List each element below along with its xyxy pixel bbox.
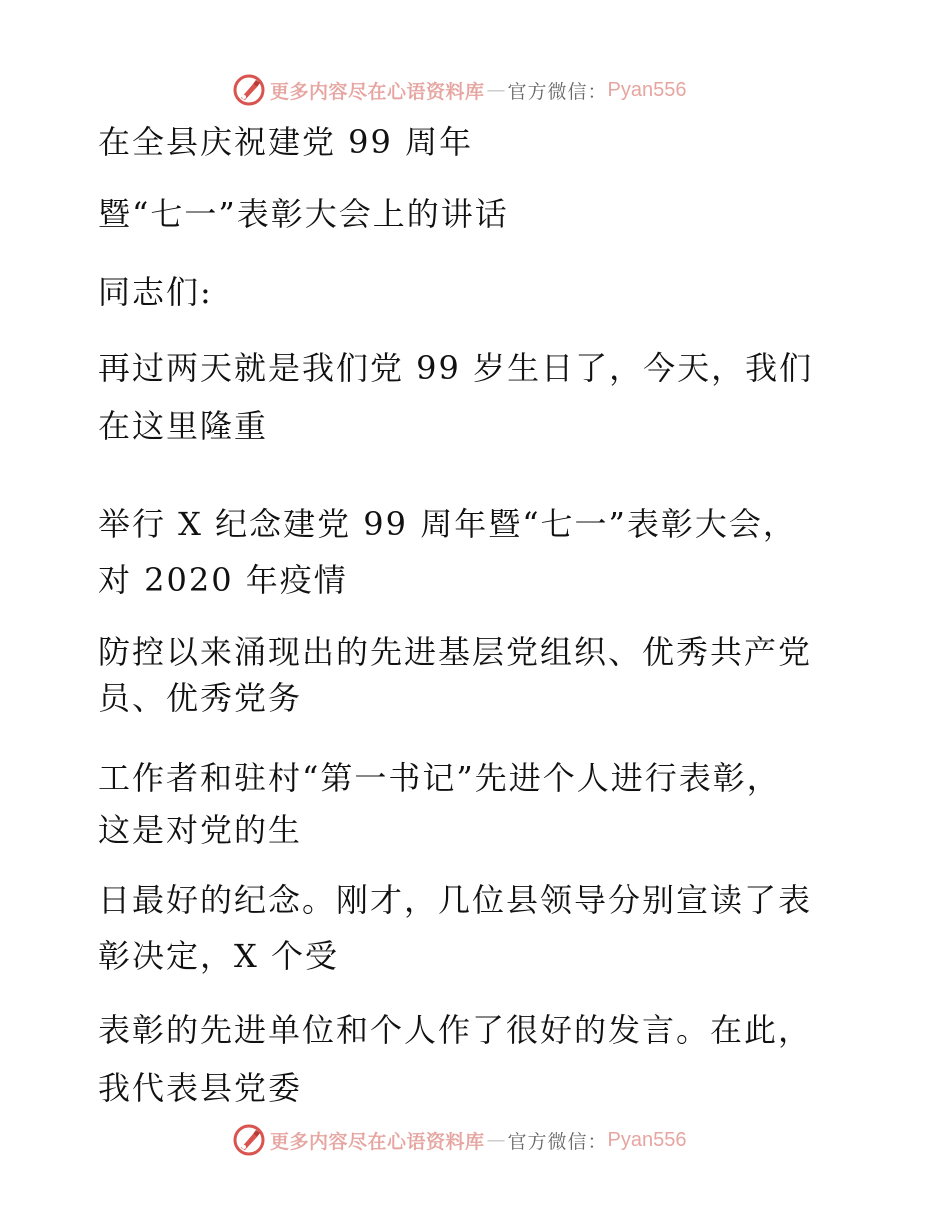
watermark-official-label: 官方微信： bbox=[507, 80, 608, 103]
paragraph-line: 防控以来涌现出的先进基层党组织、优秀共产党 bbox=[98, 633, 813, 671]
title-line-2: 暨“七一”表彰大会上的讲话 bbox=[98, 195, 509, 233]
header-watermark bbox=[232, 72, 687, 108]
paragraph-line: 举行 X 纪念建党 99 周年暨“七一”表彰大会， bbox=[98, 505, 797, 543]
paragraph-line: 再过两天就是我们党 99 岁生日了，今天，我们 bbox=[98, 349, 814, 387]
paragraph-line: 彰决定，X 个受 bbox=[98, 937, 339, 975]
paragraph-line: 日最好的纪念。刚才，几位县领导分别宣读了表 bbox=[98, 881, 813, 919]
paragraph-line: 表彰的先进单位和个人作了很好的发言。在此， bbox=[98, 1011, 813, 1049]
footer-watermark bbox=[232, 1122, 687, 1158]
paragraph-line: 工作者和驻村“第一书记”先进个人进行表彰， bbox=[98, 759, 781, 797]
watermark-dash: — bbox=[486, 1129, 506, 1151]
watermark-official-label: 官方微信： bbox=[507, 1130, 608, 1153]
paragraph-line: 在这里隆重 bbox=[98, 407, 269, 445]
salutation: 同志们: bbox=[98, 273, 213, 311]
watermark-wechat-id: Pyan556 bbox=[607, 78, 687, 101]
watermark-site-text: 更多内容尽在心语资料库 bbox=[270, 1130, 485, 1153]
paragraph-line: 员、优秀党务 bbox=[98, 679, 303, 717]
paragraph-line: 这是对党的生 bbox=[98, 811, 303, 849]
paragraph-line: 我代表县党委 bbox=[98, 1069, 303, 1107]
watermark-dash: — bbox=[486, 79, 506, 101]
pen-logo-icon bbox=[232, 73, 266, 107]
watermark-wechat-id: Pyan556 bbox=[607, 1128, 687, 1151]
paragraph-line: 对 2020 年疫情 bbox=[98, 561, 348, 599]
pen-logo-icon bbox=[232, 1123, 266, 1157]
watermark-site-text: 更多内容尽在心语资料库 bbox=[270, 80, 485, 103]
title-line-1: 在全县庆祝建党 99 周年 bbox=[98, 123, 474, 161]
